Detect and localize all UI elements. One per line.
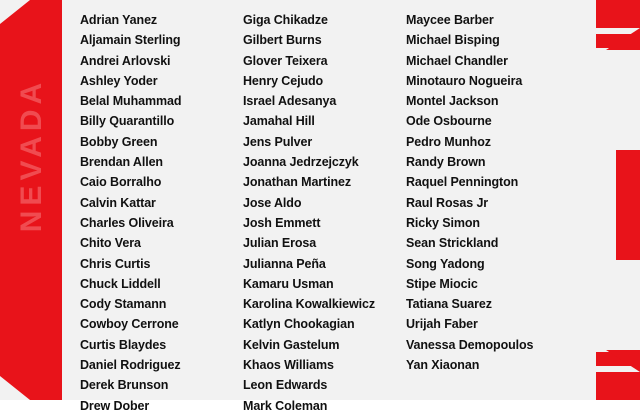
right-block-upper-bar bbox=[596, 34, 640, 48]
right-accent-band bbox=[596, 0, 640, 400]
list-item: Sean Strickland bbox=[406, 236, 499, 251]
list-item: Curtis Blaydes bbox=[80, 337, 167, 352]
list-item: Katlyn Chookagian bbox=[243, 317, 355, 332]
list-item: Glover Teixera bbox=[243, 53, 328, 68]
list-item: Kamaru Usman bbox=[243, 276, 334, 291]
list-item: Cody Stamann bbox=[80, 297, 167, 312]
list-item: Julianna Peña bbox=[243, 256, 326, 271]
list-item: Julian Erosa bbox=[243, 236, 317, 251]
list-item: Yan Xiaonan bbox=[406, 358, 480, 373]
list-item: Giga Chikadze bbox=[243, 13, 328, 27]
list-item: Derek Brunson bbox=[80, 378, 169, 393]
right-block-bottom bbox=[596, 372, 640, 400]
list-item: Israel Adesanya bbox=[243, 94, 337, 109]
right-block-middle bbox=[616, 150, 640, 260]
vertical-state-label: NEVADA bbox=[15, 77, 48, 233]
list-item: Tatiana Suarez bbox=[406, 297, 492, 312]
list-item: Henry Cejudo bbox=[243, 73, 324, 88]
list-item: Raul Rosas Jr bbox=[406, 195, 489, 210]
right-diagonal-bottom-icon bbox=[606, 350, 640, 372]
list-item: Chris Curtis bbox=[80, 256, 151, 271]
list-item: Belal Muhammad bbox=[80, 94, 182, 109]
list-item: Daniel Rodriguez bbox=[80, 358, 181, 373]
band-notch-bottom-icon bbox=[0, 376, 30, 400]
list-item: Urijah Faber bbox=[406, 317, 478, 332]
list-item: Kelvin Gastelum bbox=[243, 337, 340, 352]
list-item: Calvin Kattar bbox=[80, 195, 156, 210]
roster-columns bbox=[80, 10, 600, 416]
list-item: Jonathan Martinez bbox=[243, 175, 352, 190]
roster-column-3 bbox=[406, 10, 569, 416]
left-accent-band bbox=[0, 0, 62, 400]
list-item: Karolina Kowalkiewicz bbox=[243, 297, 375, 312]
list-item: Pedro Munhoz bbox=[406, 134, 491, 149]
list-item: Andrei Arlovski bbox=[80, 53, 171, 68]
list-item: Raquel Pennington bbox=[406, 175, 519, 190]
list-item: Montel Jackson bbox=[406, 94, 499, 109]
list-item: Aljamain Sterling bbox=[80, 33, 181, 48]
list-item: Leon Edwards bbox=[243, 378, 328, 393]
list-item: Jamahal Hill bbox=[243, 114, 315, 129]
list-item: Bobby Green bbox=[80, 134, 158, 149]
list-item: Michael Chandler bbox=[406, 53, 508, 68]
list-item: Minotauro Nogueira bbox=[406, 73, 523, 88]
list-item: Randy Brown bbox=[406, 155, 486, 170]
list-item: Brendan Allen bbox=[80, 155, 163, 170]
list-item: Gilbert Burns bbox=[243, 33, 322, 48]
list-item: Drew Dober bbox=[80, 398, 150, 413]
list-item: Billy Quarantillo bbox=[80, 114, 175, 129]
list-item: Joanna Jedrzejczyk bbox=[243, 155, 359, 170]
list-item: Jose Aldo bbox=[243, 195, 302, 210]
roster-column-2 bbox=[243, 10, 406, 416]
list-item: Michael Bisping bbox=[406, 33, 500, 48]
list-item: Maycee Barber bbox=[406, 13, 494, 27]
list-item: Chuck Liddell bbox=[80, 276, 161, 291]
list-item: Josh Emmett bbox=[243, 215, 321, 230]
roster-column-1 bbox=[80, 10, 243, 416]
list-item: Charles Oliveira bbox=[80, 215, 174, 230]
list-item: Chito Vera bbox=[80, 236, 141, 251]
list-item: Song Yadong bbox=[406, 256, 485, 271]
list-item: Mark Coleman bbox=[243, 398, 328, 413]
list-item: Stipe Miocic bbox=[406, 276, 478, 291]
list-item: Cowboy Cerrone bbox=[80, 317, 179, 332]
list-item: Khaos Williams bbox=[243, 358, 334, 373]
list-item: Jens Pulver bbox=[243, 134, 313, 149]
list-item: Vanessa Demopoulos bbox=[406, 337, 534, 352]
list-item: Adrian Yanez bbox=[80, 13, 158, 27]
list-item: Ode Osbourne bbox=[406, 114, 492, 129]
right-block-top bbox=[596, 0, 640, 28]
list-item: Caio Borralho bbox=[80, 175, 162, 190]
list-item: Ricky Simon bbox=[406, 215, 480, 230]
list-item: Ashley Yoder bbox=[80, 73, 158, 88]
